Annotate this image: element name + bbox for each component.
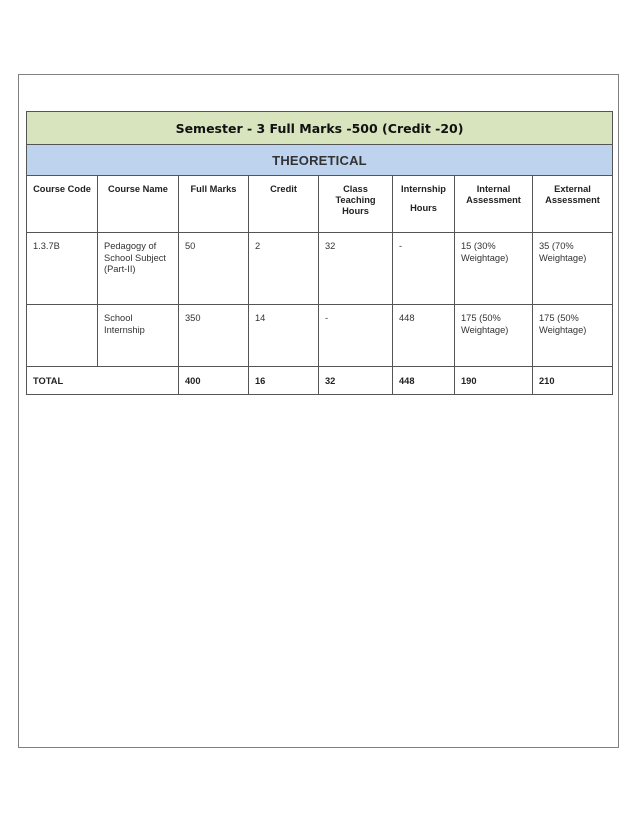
header-internship-text: Internship [401, 184, 446, 194]
header-row [27, 176, 613, 233]
cell-internal-line: Weightage) [461, 324, 509, 335]
cell-external-assessment [533, 305, 613, 367]
cell-course-name [98, 233, 179, 305]
header-credit [249, 176, 319, 233]
header-internship-hours [393, 176, 455, 233]
header-internal-assessment [455, 176, 533, 233]
cell-internal-assessment [455, 233, 533, 305]
header-internal-assessment-text: Assessment [466, 195, 521, 205]
header-course-name [98, 176, 179, 233]
cell-class-teaching-hours: 32 [319, 233, 393, 305]
cell-course-name-line: (Part-II) [104, 264, 136, 274]
cell-course-name [98, 305, 179, 367]
cell-course-name-line: School Subject [104, 252, 167, 263]
header-full-marks-text: Full Marks [190, 184, 237, 194]
total-full-marks: 400 [179, 367, 249, 395]
title-row [27, 112, 613, 145]
header-credit-text: Credit [270, 184, 297, 194]
table-row [27, 305, 613, 367]
header-external-text: External [554, 184, 591, 194]
cell-course-code: 1.3.7B [27, 233, 98, 305]
header-course-code-text: Course Code [33, 184, 91, 194]
cell-full-marks: 350 [179, 305, 249, 367]
header-course-name-text: Course Name [108, 184, 168, 194]
section-heading: THEORETICAL [27, 145, 613, 176]
total-row [27, 367, 613, 395]
cell-internal-assessment [455, 305, 533, 367]
cell-credit: 2 [249, 233, 319, 305]
cell-internship-hours: 448 [393, 305, 455, 367]
header-teaching-text: Teaching [335, 195, 376, 205]
header-class-teaching-hours [319, 176, 393, 233]
total-internship-hours: 448 [393, 367, 455, 395]
header-full-marks [179, 176, 249, 233]
semester-table [26, 111, 613, 395]
header-internal-text: Internal [476, 184, 511, 194]
cell-full-marks: 50 [179, 233, 249, 305]
cell-course-name-line: Pedagogy of [104, 241, 157, 251]
cell-internal-line: 175 (50% [461, 313, 501, 323]
cell-internal-line: Weightage) [461, 252, 509, 263]
total-credit: 16 [249, 367, 319, 395]
header-class-text: Class [343, 184, 368, 194]
cell-course-name-line: Internship [104, 324, 145, 335]
header-external-assessment [533, 176, 613, 233]
header-internship-hours-text: Hours [410, 203, 437, 213]
semester-title: Semester - 3 Full Marks -500 (Credit -20) [27, 112, 613, 145]
cell-class-teaching-hours: - [319, 305, 393, 367]
total-class-teaching-hours: 32 [319, 367, 393, 395]
cell-internship-hours: - [393, 233, 455, 305]
total-label: TOTAL [27, 367, 179, 395]
header-course-code [27, 176, 98, 233]
cell-credit: 14 [249, 305, 319, 367]
table-row [27, 233, 613, 305]
cell-course-code [27, 305, 98, 367]
header-external-assessment-text: Assessment [545, 195, 600, 205]
header-hours-text: Hours [342, 206, 369, 216]
cell-internal-line: 15 (30% [461, 241, 496, 251]
cell-course-name-line: School [104, 313, 133, 323]
cell-external-assessment [533, 233, 613, 305]
cell-external-line: Weightage) [539, 324, 587, 335]
cell-external-line: 175 (50% [539, 313, 579, 323]
section-row [27, 145, 613, 176]
cell-external-line: Weightage) [539, 252, 587, 263]
total-internal-assessment: 190 [455, 367, 533, 395]
total-external-assessment: 210 [533, 367, 613, 395]
cell-external-line: 35 (70% [539, 241, 574, 251]
